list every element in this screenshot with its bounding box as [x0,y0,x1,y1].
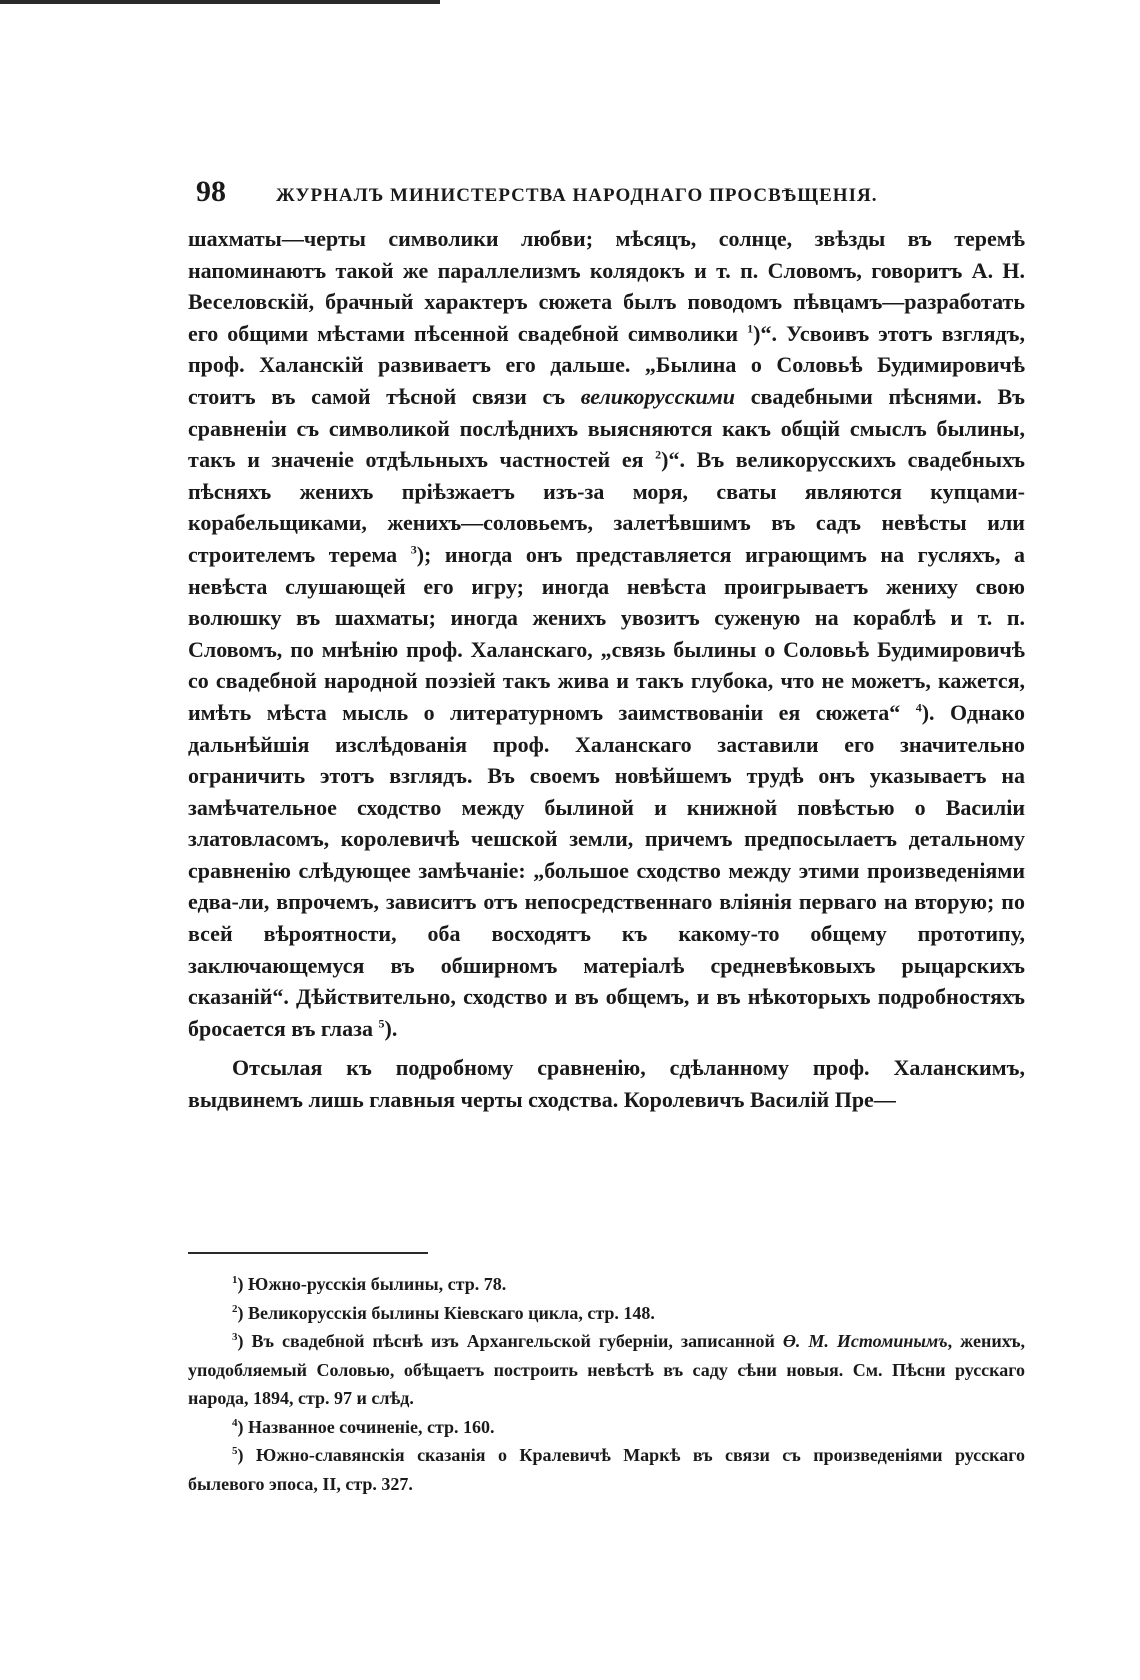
paragraph-1 [188,223,1025,1044]
footnote-1 [188,1270,1025,1299]
footnote-text: , женихъ, уподобляемый Соловью, обѣщаетъ построить невѣстѣ въ саду сѣни новыя. См. Пѣсни русскаго народа, 1894, стр. 97 и слѣд. [188,1331,1026,1408]
paragraph-2: Отсылая къ подробному сравненію, сдѣланному проф. Халанскимъ, выдвинемъ лишь главныя черты сходства. Королевичъ Василій Пре— [188,1055,1025,1113]
footnote-ref: 2 [655,447,662,462]
italic-name: Ө. М. Истоминымъ [782,1331,948,1351]
top-edge-rule [0,0,440,4]
footnote-5 [188,1441,1025,1498]
footnote-ref: 5 [378,1016,385,1031]
footnote-4 [188,1413,1025,1442]
footnote-mark: 3 [232,1331,238,1343]
footnote-mark: 5 [232,1445,238,1457]
footnote-text: ) Южно-русскія былины, стр. 78. [237,1274,507,1294]
footnote-3 [188,1327,1025,1413]
footnote-text: ) Южно-славянскія сказанія о Кралевичѣ Маркѣ въ связи съ произведеніями русскаго былевого эпоса, II, стр. 327. [188,1445,1025,1494]
footnote-ref: 4 [915,700,922,715]
text-run: шахматы—черты символики любви; мѣсяцъ, солнце, звѣзды въ теремѣ напоминаютъ такой же параллелизмъ колядокъ и т. п. Словомъ, говоритъ А. Н. Веселовскій, брачный характеръ сюжета былъ поводомъ пѣвцамъ—разработать его общими мѣстами пѣсенной свадебной символики [188,226,1025,346]
running-head: ЖУРНАЛЪ МИНИСТЕРСТВА НАРОДНАГО ПРОСВѢЩЕНІЯ. [276,185,878,206]
footnotes [188,1270,1025,1498]
text-run: ). [384,1015,398,1041]
footnote-mark: 4 [232,1416,238,1429]
text-run: ). Однако дальнѣйшія изслѣдованія проф. Халанскаго заставили его значительно ограничить этотъ взглядъ. Въ своемъ новѣйшемъ трудѣ онъ указываетъ на замѣчательное сходство между былиной и книжной повѣстью о Василіи златовласомъ, королевичѣ чешской земли, причемъ предпосылаетъ детальному сравненію слѣдующее замѣчаніе: „большое сходство между этими произведеніями едва-ли, впрочемъ, зависитъ отъ непосредственнаго вліянія перваго на вторую; по всей вѣроятности, оба восходятъ къ какому-то общему прототипу, заключающемуся въ обширномъ матеріалѣ средневѣковыхъ рыцарскихъ сказаній“. Дѣйствительно, сходство и въ общемъ, и въ нѣкоторыхъ подробностяхъ бросается въ глаза [188,699,1026,1041]
footnote-text: ) Въ свадебной пѣснѣ изъ Архангельской губерніи, записанной [237,1331,783,1351]
page-number: 98 [196,175,226,208]
footnote-mark: 2 [232,1302,238,1315]
footnote-mark: 1 [232,1274,238,1286]
italic-text: великорусскими [580,383,736,409]
footnote-2 [188,1299,1025,1328]
text-run: ); иногда онъ представляется играющимъ на гусляхъ, а невѣста слушающей его игру; иногда невѣста проигрываетъ жениху свою волюшку въ шахматы; иногда женихъ увозитъ суженую на кораблѣ и т. п. Словомъ, по мнѣнію проф. Халанскаго, „связь былины о Соловьѣ Будимировичѣ со свадебной народной поэзіей такъ жива и такъ глубока, что не можетъ, кажется, имѣть мѣста мысль о литературномъ заимствованіи ея сюжета“ [188,541,1025,725]
text-run: свадебными пѣснями. Въ сравненіи съ символикой послѣднихъ выясняются какъ общій смыслъ былины, такъ и значеніе отдѣльныхъ частностей ея [188,383,1025,473]
footnote-text: ) Великорусскія былины Кіевскаго цикла, стр. 148. [237,1302,655,1323]
footnote-text: ) Названное сочиненіе, стр. 160. [237,1416,495,1437]
footnote-separator [188,1252,428,1254]
text-run: )“. Въ великорусскихъ свадебныхъ пѣсняхъ женихъ пріѣзжаетъ изъ-за моря, сваты являются купцами-корабельщиками, женихъ—соловьемъ, залетѣвшимъ въ садъ невѣсты или строителемъ терема [188,447,1025,567]
footnote-ref: 1 [747,321,754,336]
footnote-ref: 3 [410,542,417,557]
text-run: )“. Усвоивъ этотъ взглядъ, проф. Халанскій развиваетъ его дальше. „Былина о Соловьѣ Будимировичѣ стоитъ въ самой тѣсной связи съ [188,320,1026,409]
main-text [188,223,1025,1116]
